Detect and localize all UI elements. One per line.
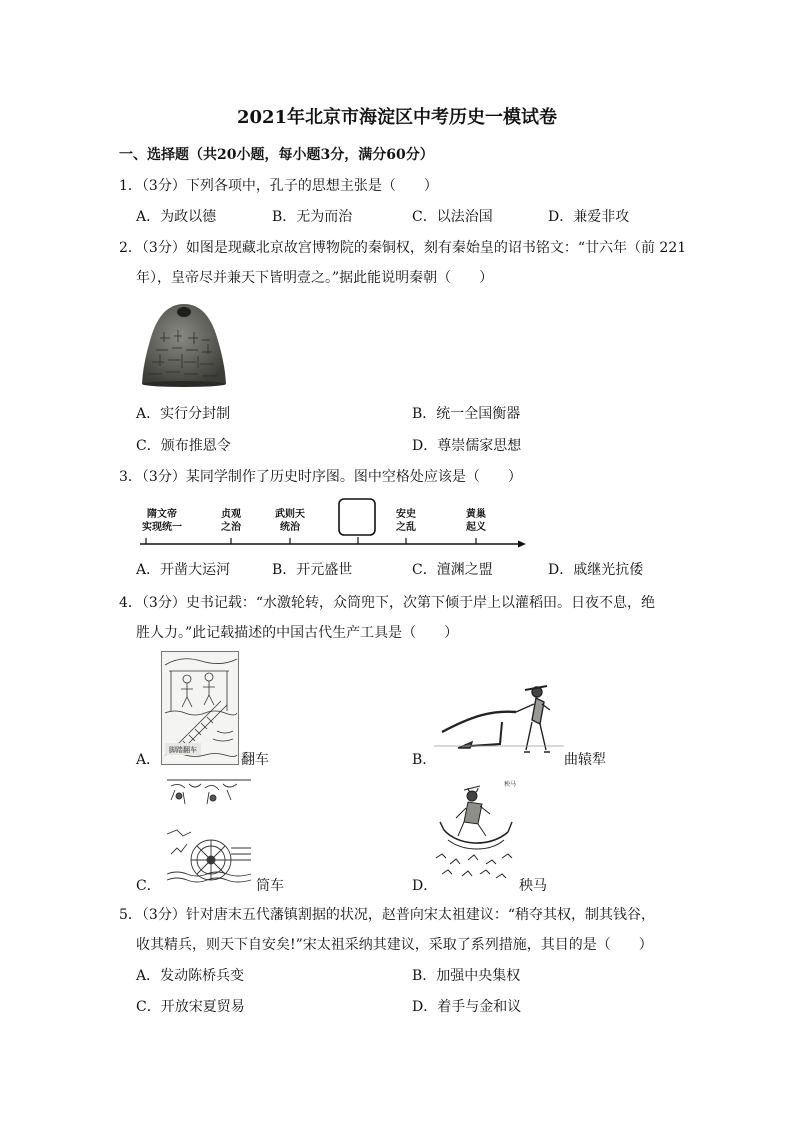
question-3-stem: 3．（3分）某同学制作了历史时序图。图中空格处应该是（ ）: [119, 469, 522, 485]
question-2-stem-line2: 年），皇帝尽并兼天下皆明壹之。”据此能说明秦朝（ ）: [136, 270, 494, 286]
question-4-caption-c: 筒车: [256, 878, 284, 894]
question-3-option-b[interactable]: B．开元盛世: [272, 562, 353, 578]
timeline-label: 之乱: [396, 522, 416, 533]
qin-bronze-weight-image: [138, 298, 230, 390]
question-4-stem-line2: 胜人力。”此记载描述的中国古代生产工具是（ ）: [136, 625, 459, 641]
question-4-stem-line1: 4．（3分）史书记载：“水激轮转，众筒兜下，次第下倾于岸上以灌稻田。日夜不息，绝: [119, 595, 655, 611]
question-3-option-a[interactable]: A．开凿大运河: [136, 562, 231, 578]
question-5-option-b[interactable]: B．加强中央集权: [412, 968, 521, 984]
history-timeline-diagram: [128, 495, 532, 555]
section-heading: 一、选择题（共20小题，每小题3分，满分60分）: [119, 147, 434, 163]
question-2-option-c[interactable]: C．颁布推恩令: [136, 438, 231, 454]
timeline-label: 贞观: [221, 509, 241, 520]
question-2-option-b[interactable]: B．统一全国衡器: [412, 406, 521, 422]
timeline-label: 统治: [280, 522, 300, 533]
question-5-stem-line1: 5．（3分）针对唐末五代藩镇割据的状况，赵普向宋太祖建议：“稍夺其权，制其钱谷，: [119, 907, 655, 923]
page-title: 2021年北京市海淀区中考历史一模试卷: [236, 107, 558, 128]
treadle-pump-caption: 脚踏翻车: [169, 746, 197, 754]
question-2-option-d[interactable]: D．尊崇儒家思想: [412, 438, 522, 454]
timeline-label: 起义: [466, 522, 486, 533]
question-1-option-d[interactable]: D．兼爱非攻: [548, 209, 630, 225]
question-4-caption-d: 秧马: [519, 878, 547, 894]
question-4-option-c[interactable]: C．: [136, 878, 161, 894]
question-5-option-a[interactable]: A．发动陈桥兵变: [136, 968, 245, 984]
question-4-option-b[interactable]: B．: [412, 752, 437, 768]
timeline-label: 隋文帝: [147, 509, 177, 520]
question-4-caption-b: 曲辕犁: [564, 752, 606, 768]
question-2-stem-line1: 2．（3分）如图是现藏北京故宫博物院的秦铜权，刻有秦始皇的诏书铭文：“廿六年（前 221: [119, 240, 687, 256]
question-3-option-d[interactable]: D．戚继光抗倭: [548, 562, 644, 578]
timeline-label: 安史: [396, 509, 416, 520]
question-5-option-d[interactable]: D．着手与金和议: [412, 999, 522, 1015]
question-4-caption-a: 翻车: [241, 752, 269, 768]
question-1-option-b[interactable]: B．无为而治: [272, 209, 353, 225]
timeline-label: 之治: [221, 522, 241, 533]
timeline-label: 黄巢: [466, 509, 486, 520]
timeline-label: 武则天: [275, 509, 305, 520]
question-1-option-c[interactable]: C．以法治国: [412, 209, 493, 225]
timeline-label: 实现统一: [142, 522, 182, 533]
question-4-option-d[interactable]: D．: [412, 878, 438, 894]
question-5-option-c[interactable]: C．开放宋夏贸易: [136, 999, 245, 1015]
timeline-blank-box: [339, 499, 375, 535]
treadle-pump-image: [161, 651, 239, 765]
question-1-stem: 1．（3分）下列各项中，孔子的思想主张是（ ）: [119, 178, 438, 194]
question-5-stem-line2: 收其精兵，则天下自安矣!”宋太祖采纳其建议，采取了系列措施，其目的是（ ）: [136, 937, 653, 953]
water-wheel-image: [165, 776, 253, 888]
seedling-horse-image: [434, 774, 522, 886]
question-3-option-c[interactable]: C．澶渊之盟: [412, 562, 493, 578]
question-4-option-a[interactable]: A．: [136, 752, 161, 768]
question-1-option-a[interactable]: A．为政以德: [136, 209, 217, 225]
seedling-horse-inscription: 秧马: [503, 781, 517, 788]
question-2-option-a[interactable]: A．实行分封制: [136, 406, 231, 422]
